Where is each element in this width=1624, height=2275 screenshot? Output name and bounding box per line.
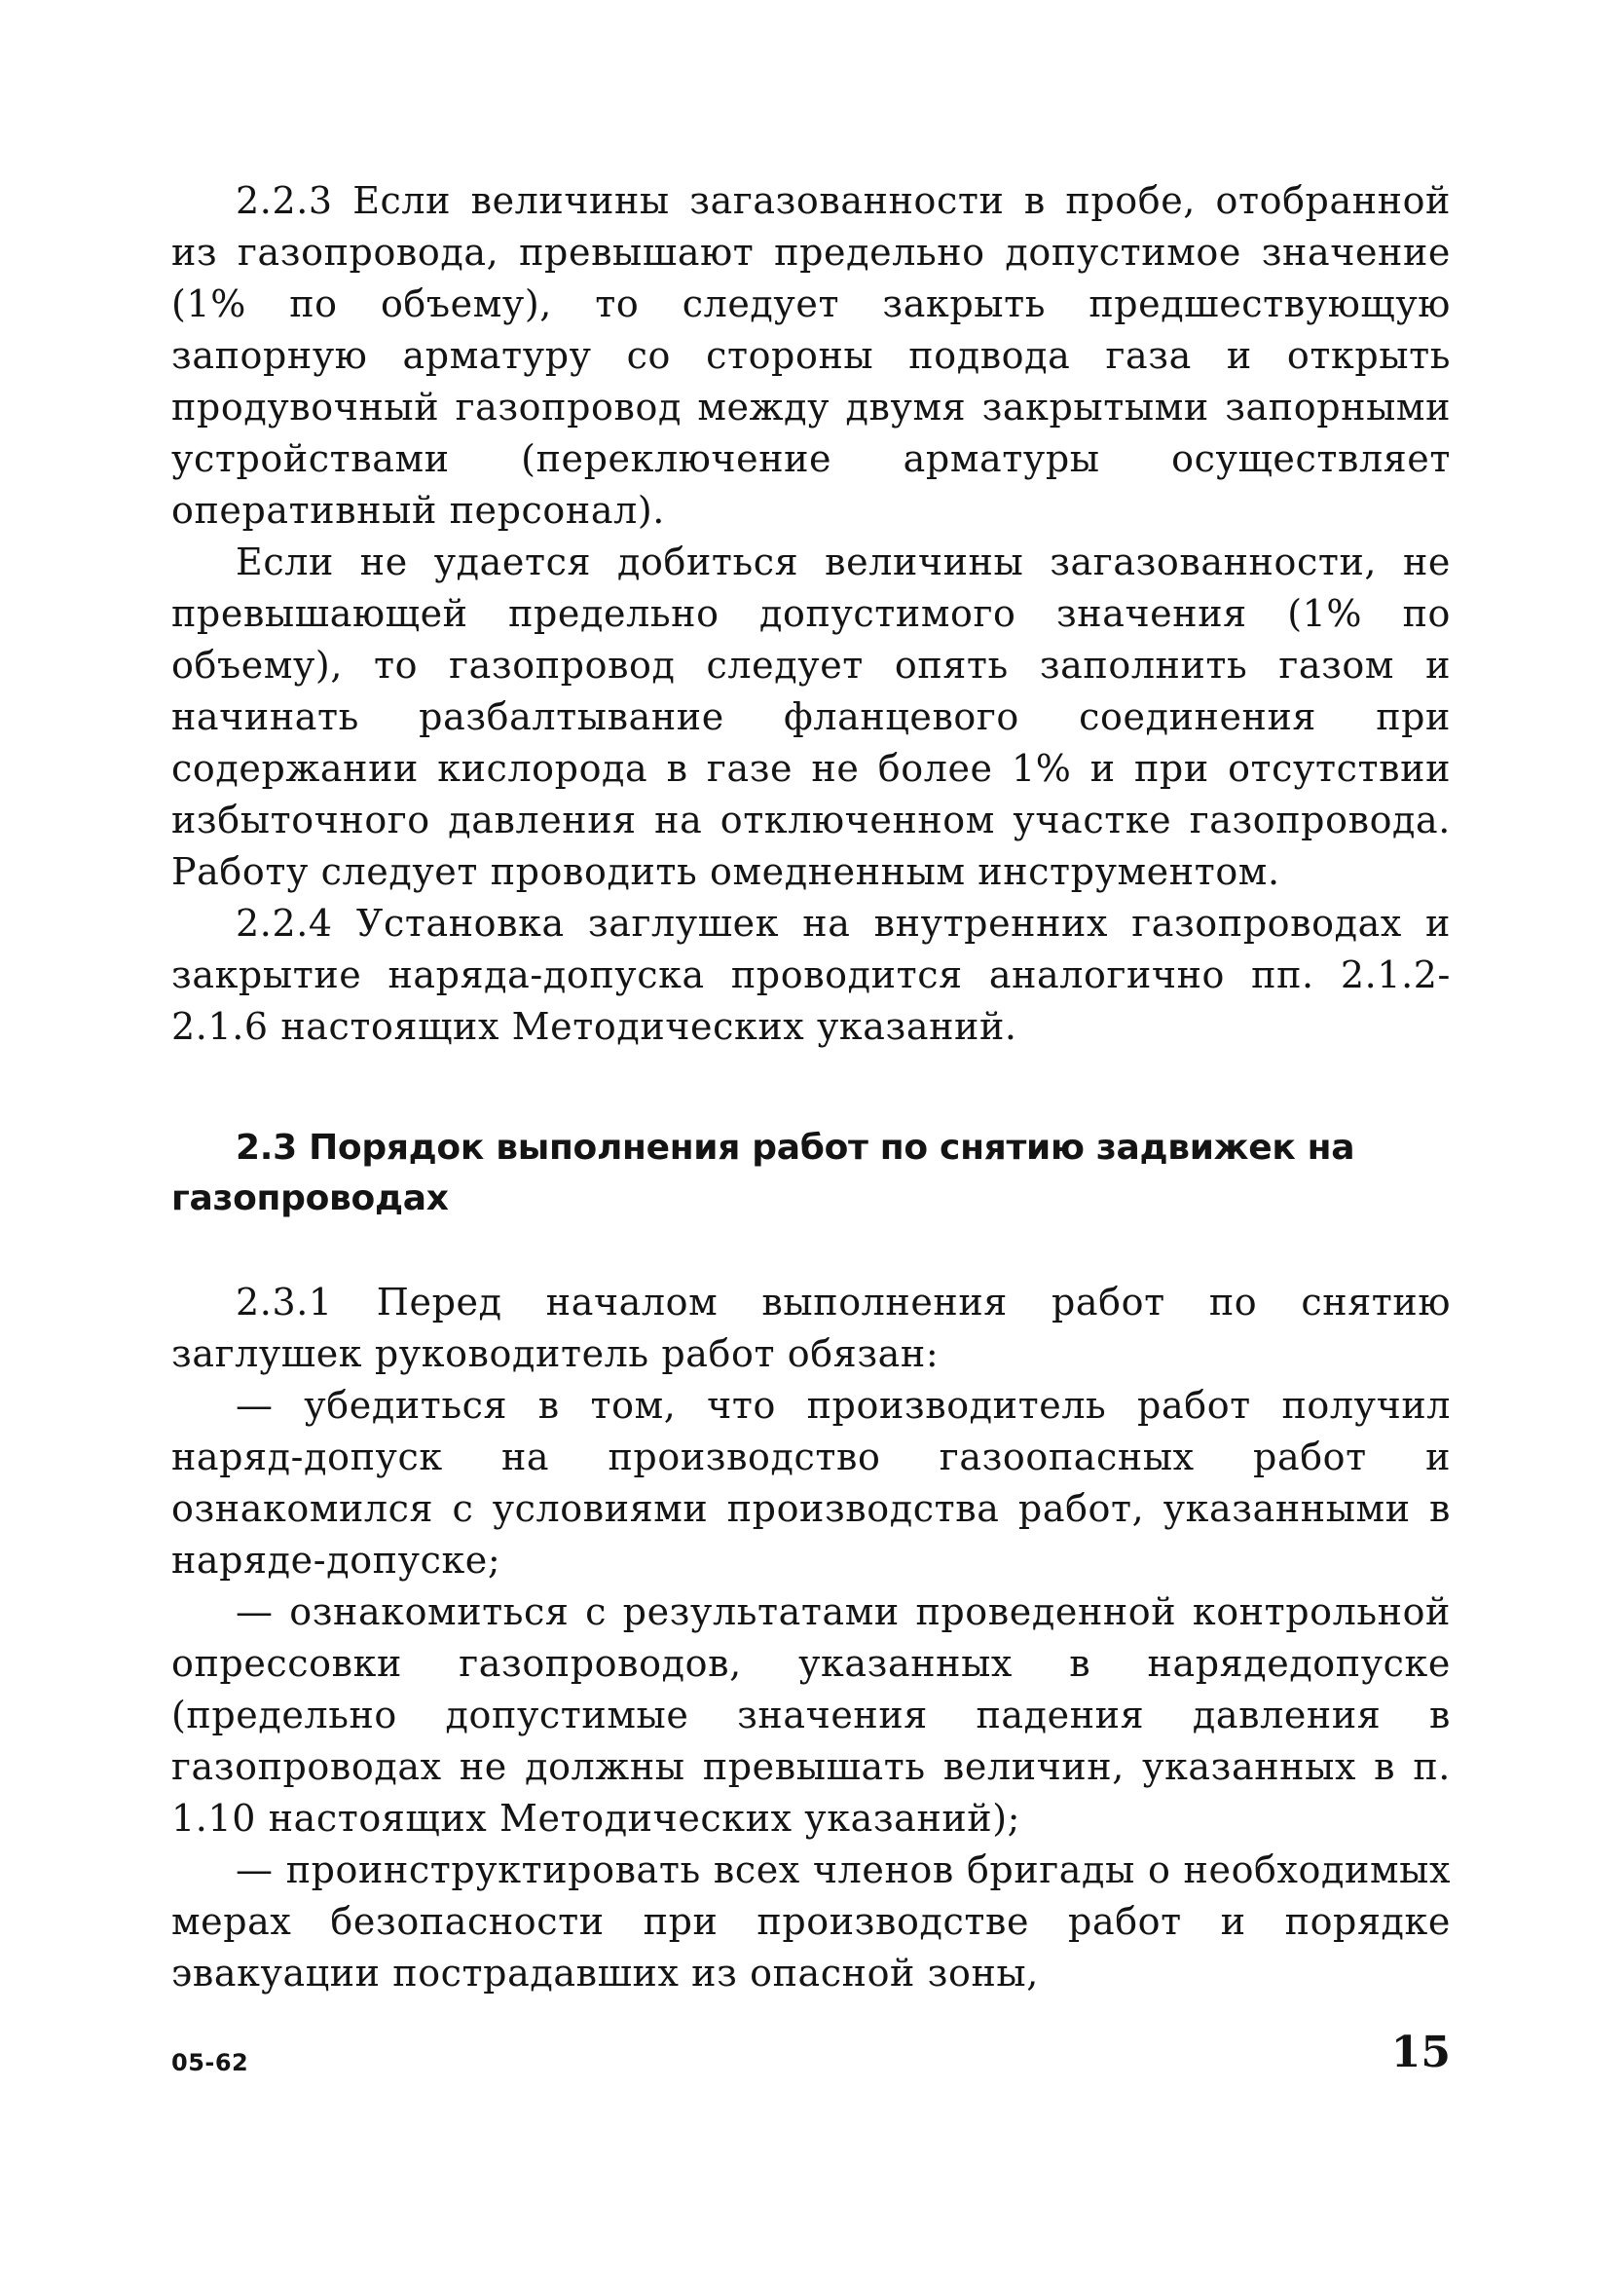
- list-item-verify-permit: — убедиться в том, что производитель работ получил наряд-допуск на производство газоопасных работ и ознакомился с условиями производства работ, указанными в наряде-допуске;: [171, 1384, 1451, 1582]
- paragraph-2-3-1: 2.3.1 Перед началом выполнения работ по снятию заглушек руководитель работ обязан:: [171, 1281, 1451, 1375]
- page-content: [171, 175, 1451, 1999]
- document-code: 05-62: [171, 2049, 249, 2076]
- section-heading-2-3: 2.3 Порядок выполнения работ по снятию задвижек на газопроводах: [171, 1128, 1355, 1218]
- paragraph-gas-contamination-note: Если не удается добиться величины загазованности, не превышающей предельно допустимого значения (1% по объему), то газопровод следует опять заполнить газом и начинать разбалтывание фланцевого соединения при содержании кислорода в газе не более 1% и при отсутствии избыточного давления на отключенном участке газопровода. Работу следует проводить омедненным инструментом.: [171, 541, 1451, 893]
- list-item-review-pressure-test: — ознакомиться с результатами проведенной контрольной опрессовки газопроводов, указанных в нарядедопуске (предельно допустимые значения падения давления в газопроводах не должны превышать величин, указанных в п. 1.10 настоящих Методических указаний);: [171, 1590, 1451, 1840]
- page-footer: [171, 2028, 1451, 2086]
- list-item-instruct-brigade: — проинструктировать всех членов бригады о необходимых мерах безопасности при производстве работ и порядке эвакуации пострадавших из опасной зоны,: [171, 1848, 1451, 1995]
- paragraph-2-2-4: 2.2.4 Установка заглушек на внутренних газопроводах и закрытие наряда-допуска проводится аналогично пп. 2.1.2-2.1.6 настоящих Методических указаний.: [171, 902, 1451, 1048]
- paragraph-2-2-3: 2.2.3 Если величины загазованности в пробе, отобранной из газопровода, превышают предельно допустимое значение (1% по объему), то следует закрыть предшествующую запорную арматуру со стороны подвода газа и открыть продувочный газопровод между двумя закрытыми запорными устройствами (переключение арматуры осуществляет оперативный персонал).: [171, 179, 1451, 532]
- page-number: 15: [1390, 2028, 1451, 2077]
